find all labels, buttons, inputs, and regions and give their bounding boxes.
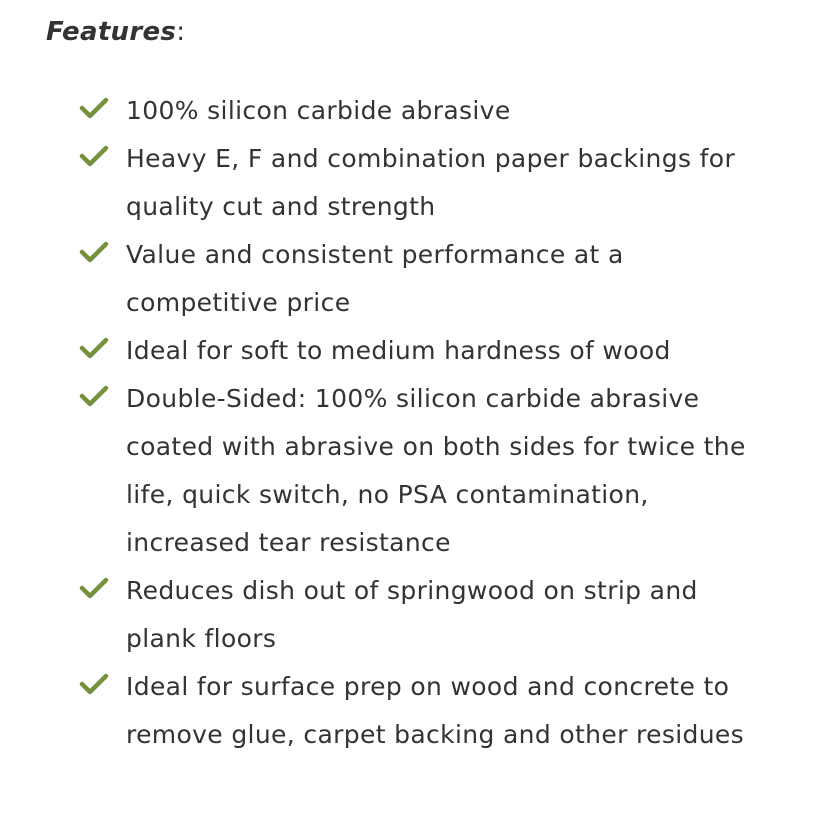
feature-item	[0, 135, 828, 231]
checkmark-icon	[79, 97, 109, 121]
feature-text: Ideal for soft to medium hardness of wood	[126, 336, 671, 365]
feature-text: Ideal for surface prep on wood and concrete to remove glue, carpet backing and other residues	[126, 672, 745, 749]
checkmark-icon	[79, 241, 109, 265]
feature-text: Double-Sided: 100% silicon carbide abrasive coated with abrasive on both sides for twice the life, quick switch, no PSA contamination, increased tear resistance	[126, 384, 746, 557]
feature-text: Value and consistent performance at a competitive price	[126, 240, 624, 317]
feature-list	[0, 87, 828, 759]
features-heading-title: Features	[46, 17, 177, 47]
features-heading-colon: :	[176, 17, 186, 47]
feature-item	[0, 87, 828, 135]
checkmark-icon	[79, 673, 109, 697]
feature-text: Heavy E, F and combination paper backings for quality cut and strength	[126, 144, 736, 221]
checkmark-icon	[79, 577, 109, 601]
feature-item	[0, 327, 828, 375]
checkmark-icon	[79, 385, 109, 409]
checkmark-icon	[79, 337, 109, 361]
feature-text: Reduces dish out of springwood on strip and plank floors	[126, 576, 698, 653]
feature-item	[0, 375, 828, 567]
feature-item	[0, 231, 828, 327]
features-heading	[46, 14, 185, 50]
checkmark-icon	[79, 145, 109, 169]
feature-text: 100% silicon carbide abrasive	[126, 96, 511, 125]
feature-item	[0, 567, 828, 663]
feature-item	[0, 663, 828, 759]
